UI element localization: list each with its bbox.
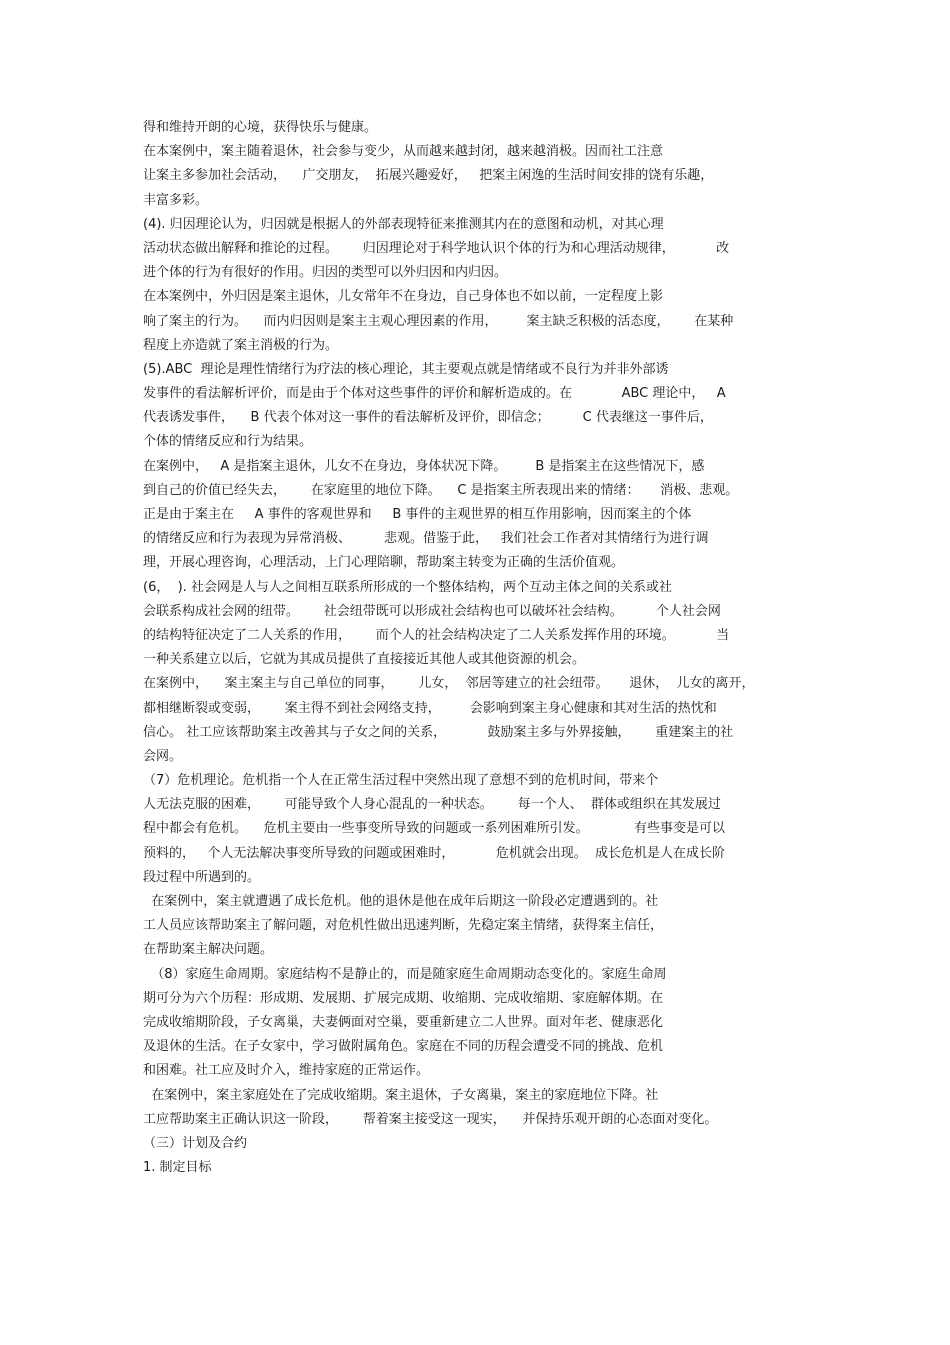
- text-line: (6， ). 社会网是人与人之间相互联系所形成的一个整体结构，两个互动主体之间的关系或社: [143, 579, 672, 595]
- text-line: 让案主多参加社会活动， 广交朋友， 拓展兴趣爱好， 把案主闲逸的生活时间安排的饶有乐趣，: [143, 168, 714, 184]
- text-line: (4). 归因理论认为，归因就是根据人的外部表现特征来推测其内在的意图和动机，对其心理: [143, 216, 664, 232]
- text-line: 在帮助案主解决问题。: [143, 942, 274, 958]
- text-line: 工应帮助案主正确认识这一阶段， 帮着案主接受这一现实， 并保持乐观开朗的心态面对变化。: [143, 1111, 718, 1127]
- text-line: 在案例中，案主家庭处在了完成收缩期。案主退休，子女离巢，案主的家庭地位下降。社: [143, 1087, 659, 1103]
- text-line: 都相继断裂或变弱， 案主得不到社会网络支持， 会影响到案主身心健康和其对生活的热忱和: [143, 700, 717, 716]
- text-line: 得和维持开朗的心境，获得快乐与健康。: [143, 120, 378, 135]
- text-line: 程中都会有危机。 危机主要由一些事变所导致的问题或一系列困难所引发。 有些事变是可以: [143, 821, 725, 837]
- text-line: 和困难。社工应及时介入，维持家庭的正常运作。: [143, 1063, 430, 1079]
- text-line: 的结构特征决定了二人关系的作用， 而个人的社会结构决定了二人关系发挥作用的环境。 当: [143, 627, 730, 643]
- subsection-heading: 1. 制定目标: [143, 1160, 212, 1176]
- text-line: 在案例中，案主就遭遇了成长危机。他的退休是他在成年后期这一阶段必定遭遇到的。社: [143, 894, 659, 909]
- text-line: 程度上亦造就了案主消极的行为。: [143, 337, 339, 353]
- text-line: （7）危机理论。危机指一个人在正常生活过程中突然出现了意想不到的危机时间，带来个: [143, 773, 659, 789]
- text-line: 在案例中， A 是指案主退休，儿女不在身边，身体状况下降。 B 是指案主在这些情况下，感: [143, 458, 705, 474]
- section-heading: （三）计划及合约: [143, 1135, 248, 1151]
- text-line: 进个体的行为有很好的作用。归因的类型可以外归因和内归因。: [143, 265, 508, 281]
- text-line: 到自己的价值已经失去， 在家庭里的地位下降。 C 是指案主所表现出来的情绪： 消极、悲观。: [143, 482, 739, 498]
- text-line: 信心。 社工应该帮助案主改善其与子女之间的关系， 鼓励案主多与外界接触， 重建案主的社: [143, 724, 734, 740]
- text-line: 活动状态做出解释和推论的过程。 归因理论对于科学地认识个体的行为和心理活动规律， 改: [143, 240, 730, 256]
- text-line: 预料的， 个人无法解决事变所导致的问题或困难时， 危机就会出现。 成长危机是人在成长阶: [143, 845, 725, 861]
- document-page: [143, 116, 813, 1180]
- text-line: 在本案例中，案主随着退休，社会参与变少，从而越来越封闭，越来越消极。因而社工注意: [143, 144, 664, 160]
- text-line: 的情绪反应和行为表现为异常消极、 悲观。借鉴于此， 我们社会工作者对其情绪行为进行调: [143, 531, 709, 547]
- text-line: 在案例中， 案主案主与自己单位的同事， 儿女， 邻居等建立的社会纽带。 退休， 儿女的离开，: [143, 676, 755, 692]
- text-line: 个体的情绪反应和行为结果。: [143, 434, 313, 450]
- text-line: 正是由于案主在 A 事件的客观世界和 B 事件的主观世界的相互作用影响，因而案主的个体: [143, 507, 692, 522]
- text-line: 一种关系建立以后，它就为其成员提供了直接接近其他人或其他资源的机会。: [143, 652, 586, 668]
- text-line: 人无法克服的困难， 可能导致个人身心混乱的一种状态。 每一个人、 群体或组织在其发展过: [143, 797, 721, 813]
- text-line: 理，开展心理咨询，心理活动，上门心理陪聊，帮助案主转变为正确的生活价值观。: [143, 555, 625, 571]
- text-line: 会联系构成社会网的纽带。 社会纽带既可以形成社会结构也可以破坏社会结构。 个人社会网: [143, 603, 721, 619]
- text-line: 发事件的看法解析评价，而是由于个体对这些事件的评价和解析造成的。在 ABC 理论中， A: [143, 386, 726, 402]
- text-line: 及退休的生活。在子女家中，学习做附属角色。家庭在不同的历程会遭受不同的挑战、危机: [143, 1039, 664, 1055]
- text-line: 段过程中所遇到的。: [143, 869, 261, 885]
- text-line: (5).ABC 理论是理性情绪行为疗法的核心理论，其主要观点就是情绪或不良行为并非外部诱: [143, 361, 669, 377]
- text-line: 丰富多彩。: [143, 192, 209, 208]
- text-line: 响了案主的行为。 而内归因则是案主主观心理因素的作用， 案主缺乏积极的活态度， 在某种: [143, 313, 734, 329]
- text-line: 代表诱发事件， B 代表个体对这一事件的看法解析及评价，即信念； C 代表继这一事件后，: [143, 410, 713, 426]
- text-line: 会网。: [143, 748, 183, 764]
- text-line: （8）家庭生命周期。家庭结构不是静止的，而是随家庭生命周期动态变化的。家庭生命周: [143, 966, 667, 982]
- text-line: 在本案例中，外归因是案主退休，儿女常年不在身边，自己身体也不如以前，一定程度上影: [143, 289, 664, 305]
- text-line: 工人员应该帮助案主了解问题，对危机性做出迅速判断，先稳定案主情绪，获得案主信任，: [143, 918, 664, 934]
- text-line: 完成收缩期阶段，子女离巢，夫妻俩面对空巢，要重新建立二人世界。面对年老、健康恶化: [143, 1014, 664, 1030]
- text-line: 期可分为六个历程：形成期、发展期、扩展完成期、收缩期、完成收缩期、家庭解体期。在: [143, 990, 664, 1006]
